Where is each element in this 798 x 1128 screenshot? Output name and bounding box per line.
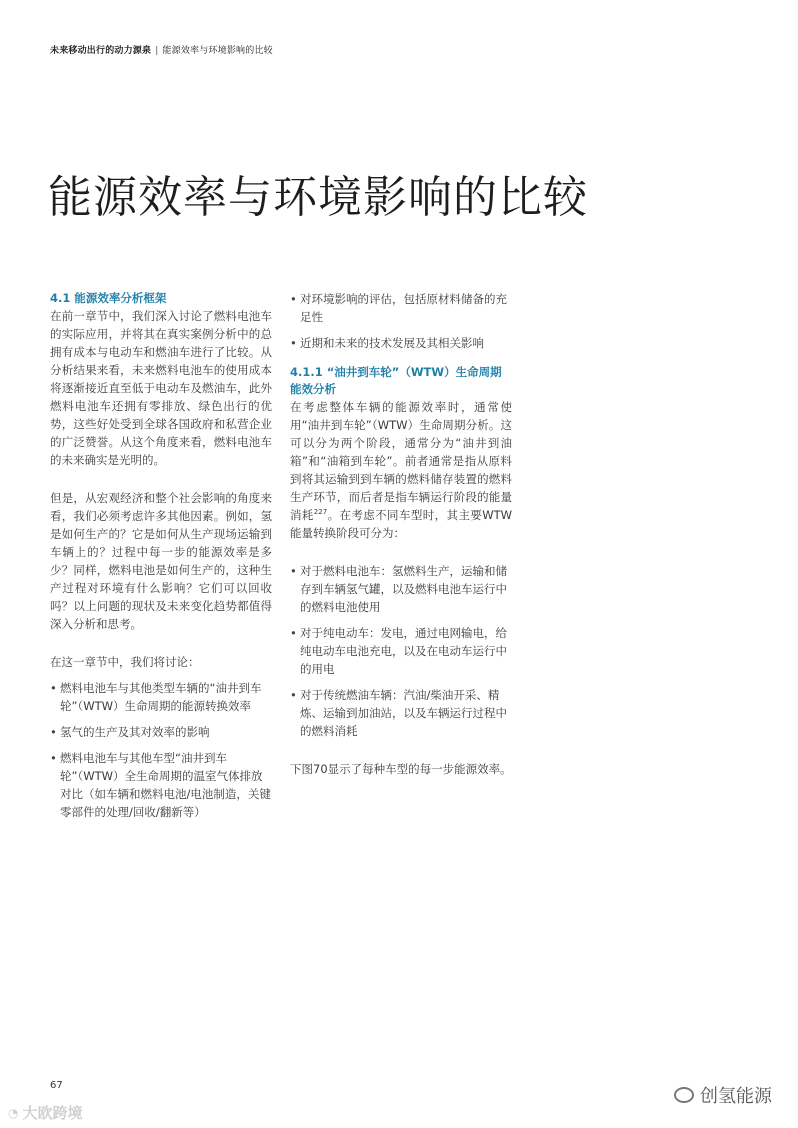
watermark-left	[8, 1102, 83, 1123]
bullet-icon: •	[290, 336, 297, 350]
page-title: 能源效率与环境影响的比较	[48, 172, 588, 223]
right-paragraph-1-text-b: 。在考虑不同车型时，其主要WTW能量转换阶段可分为：	[290, 508, 513, 540]
header-separator: |	[155, 46, 159, 56]
left-paragraph-2: 但是，从宏观经济和整个社会影响的角度来看，我们必须考虑许多其他因素。例如，氢是如何生产的？它是如何从生产现场运输到车辆上的？过程中每一步的能源效率是多少？同样，燃料电池是如何生产的，这种生产过程对环境有什么影响？它们可以回收吗？以上问题的现状及未来变化趋势都值得深入分析和思考。	[50, 491, 272, 631]
right-top-bullet-list	[290, 290, 512, 352]
section-heading-4-1-1: 4.1.1 “油井到车轮”（WTW）生命周期能效分析	[290, 365, 502, 396]
left-bullet-list	[50, 679, 272, 821]
right-column	[290, 290, 512, 798]
list-item	[290, 624, 512, 678]
list-item	[50, 679, 272, 715]
list-item	[290, 686, 512, 740]
section-heading-4-1: 4.1 能源效率分析框架	[50, 291, 167, 305]
list-item	[290, 290, 512, 326]
bullet-icon: •	[290, 626, 297, 640]
header-book-title: 未来移动出行的动力源泉	[50, 46, 152, 56]
left-column	[50, 290, 272, 841]
bullet-icon: •	[50, 725, 57, 739]
watermark-right	[674, 1082, 772, 1108]
bullet-icon: •	[50, 751, 57, 765]
list-item-text: 燃料电池车与其他类型车辆的“油井到车轮”（WTW）生命周期的能源转换效率	[60, 681, 262, 713]
left-paragraph-1: 在前一章节中，我们深入讨论了燃料电池车的实际应用，并将其在真实案例分析中的总拥有成本与电动车和燃油车进行了比较。从分析结果来看，未来燃料电池车的使用成本将逐渐接近直至低于电动车及燃油车，此外燃料电池车还拥有零排放、绿色出行的优势，这些好处受到全球各国政府和私营企业的广泛赞誉。从这个角度来看，燃料电池车的未来确实是光明的。	[50, 309, 272, 467]
right-paragraph-1	[290, 398, 512, 542]
list-item-text: 氢气的生产及其对效率的影响	[60, 725, 210, 739]
bullet-icon: •	[290, 292, 297, 306]
list-item-text: 近期和未来的技术发展及其相关影响	[300, 336, 484, 350]
header-chapter-title: 能源效率与环境影响的比较	[162, 46, 273, 56]
bullet-icon: •	[290, 688, 297, 702]
list-item-text: 对环境影响的评估，包括原材料储备的充足性	[300, 292, 507, 324]
right-bullet-list	[290, 562, 512, 740]
watermark-left-text: 大欧跨境	[22, 1104, 83, 1122]
list-item-text: 对于纯电动车：发电，通过电网输电，给纯电动车电池充电，以及在电动车运行中的用电	[300, 626, 507, 676]
list-item-text: 燃料电池车与其他车型“油井到车轮”（WTW）全生命周期的温室气体排放对比（如车辆和燃料电池/电池制造，关键零部件的处理/回收/翻新等）	[60, 751, 271, 819]
list-item-text: 对于传统燃油车辆：汽油/柴油开采、精炼、运输到加油站，以及车辆运行过程中的燃料消耗	[300, 688, 507, 738]
left-paragraph-3: 在这一章节中，我们将讨论：	[50, 655, 200, 669]
page-number: 67	[50, 1080, 63, 1091]
watermark-right-text: 创氢能源	[700, 1086, 772, 1107]
footnote-reference: 227	[313, 508, 328, 517]
list-item	[50, 749, 272, 821]
list-item	[50, 723, 272, 741]
running-header	[50, 44, 273, 58]
list-item-text: 对于燃料电池车：氢燃料生产，运输和储存到车辆氢气罐，以及燃料电池车运行中的燃料电池使用	[300, 564, 507, 614]
watermark-logo-icon: ◔	[8, 1105, 19, 1120]
right-paragraph-1-text-a: 在考虑整体车辆的能源效率时，通常使用“油井到车轮”（WTW）生命周期分析。这可以分为两个阶段，通常分为“油井到油箱”和“油箱到车轮”。前者通常是指从原料到将其运输到到车辆的燃料储存装置的燃料生产环节，而后者是指车辆运行阶段的能量消耗	[290, 400, 512, 522]
right-paragraph-2: 下图70显示了每种车型的每一步能源效率。	[290, 762, 512, 776]
list-item	[290, 334, 512, 352]
bullet-icon: •	[290, 564, 297, 578]
bullet-icon: •	[50, 681, 57, 695]
list-item	[290, 562, 512, 616]
chat-bubble-icon	[674, 1087, 694, 1103]
